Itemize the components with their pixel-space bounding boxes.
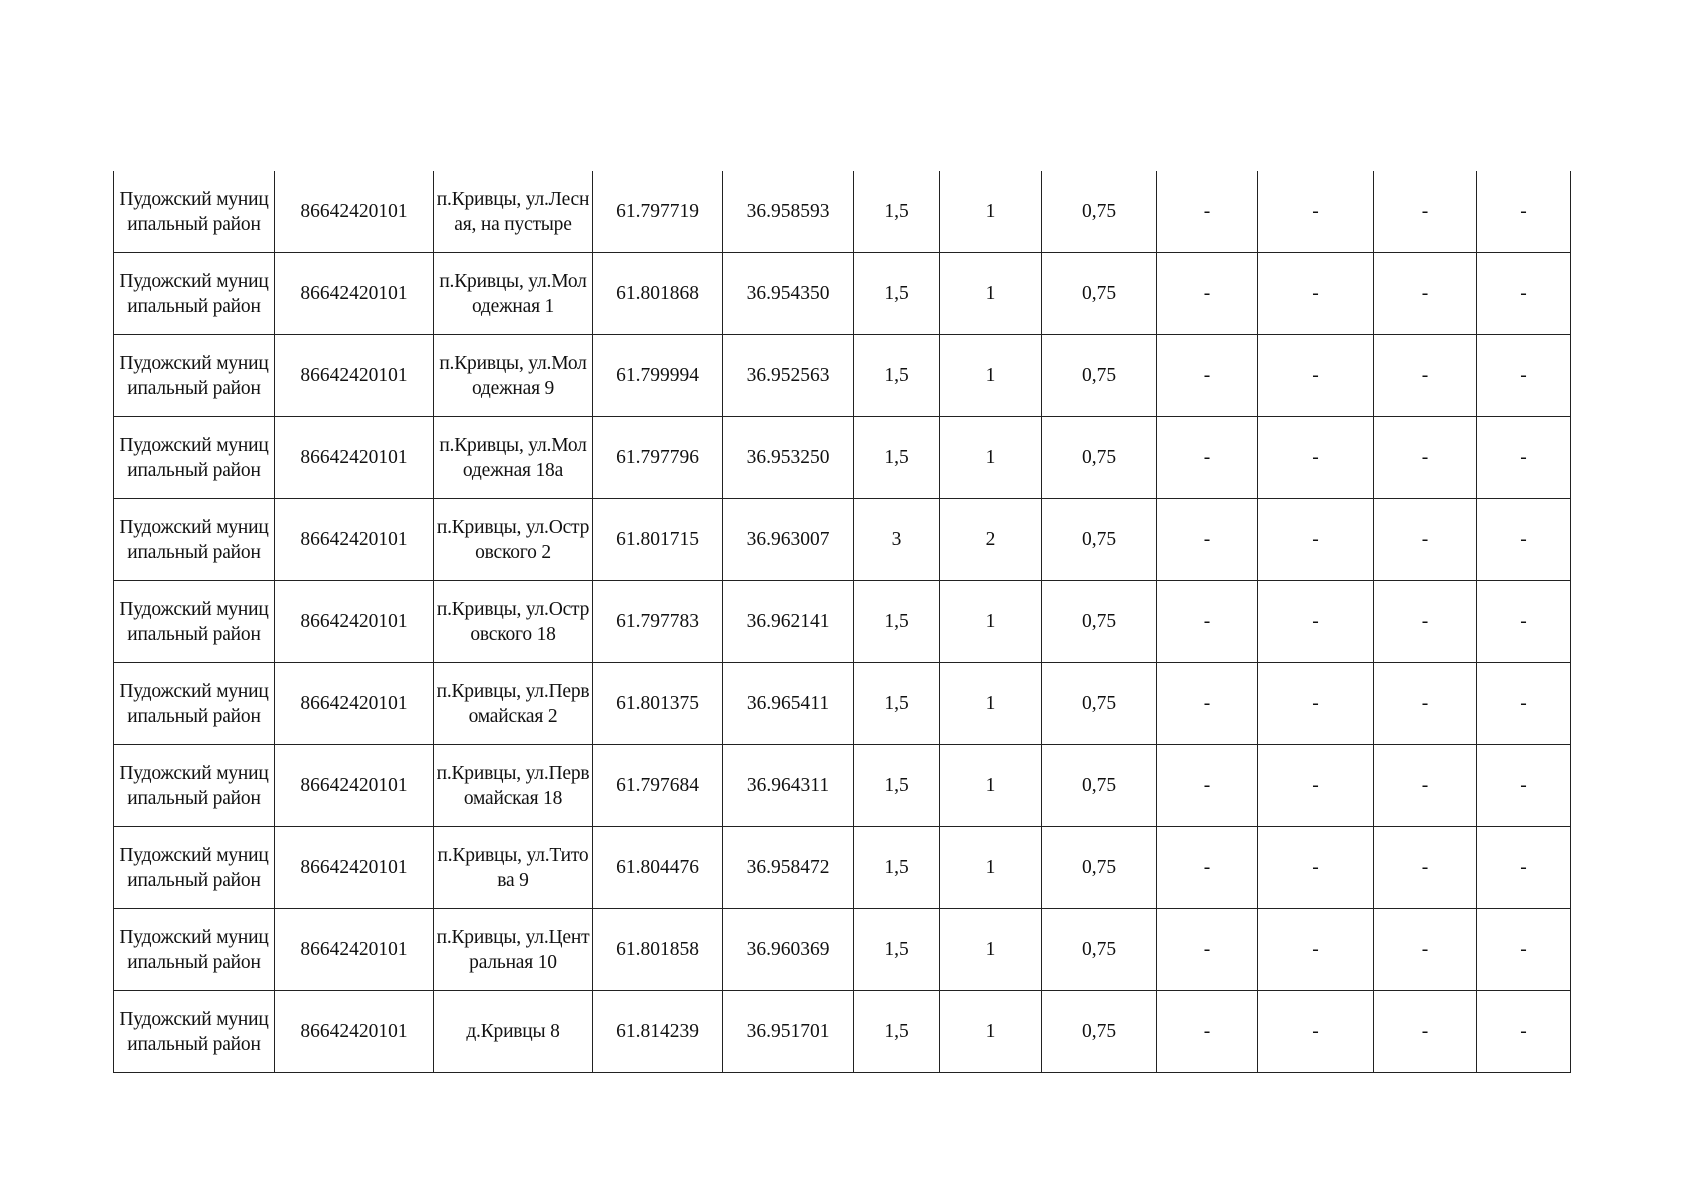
empty-value-cell: - [1477,253,1571,335]
area-cell: 1,5 [854,909,940,991]
longitude-cell: 36.958593 [723,171,854,253]
table-row [114,909,1571,991]
container-volume-cell: 0,75 [1042,335,1157,417]
container-count-cell: 1 [940,909,1042,991]
longitude-cell: 36.962141 [723,581,854,663]
oktmo-code-cell: 86642420101 [275,663,434,745]
address-cell: п.Кривцы, ул.Островского 2 [434,499,593,581]
district-cell: Пудожский муниципальный район [114,499,275,581]
oktmo-code-cell: 86642420101 [275,909,434,991]
empty-value-cell: - [1477,417,1571,499]
address-cell: п.Кривцы, ул.Молодежная 9 [434,335,593,417]
container-volume-cell: 0,75 [1042,253,1157,335]
container-volume-cell: 0,75 [1042,663,1157,745]
latitude-cell: 61.801858 [593,909,723,991]
table-row [114,581,1571,663]
district-cell: Пудожский муниципальный район [114,581,275,663]
latitude-cell: 61.801375 [593,663,723,745]
container-volume-cell: 0,75 [1042,171,1157,253]
table-body [114,171,1571,1073]
area-cell: 1,5 [854,581,940,663]
empty-value-cell: - [1258,253,1374,335]
district-cell: Пудожский муниципальный район [114,417,275,499]
container-volume-cell: 0,75 [1042,417,1157,499]
longitude-cell: 36.951701 [723,991,854,1073]
address-cell: п.Кривцы, ул.Островского 18 [434,581,593,663]
table-row [114,499,1571,581]
empty-value-cell: - [1258,171,1374,253]
longitude-cell: 36.963007 [723,499,854,581]
empty-value-cell: - [1477,581,1571,663]
container-count-cell: 1 [940,991,1042,1073]
empty-value-cell: - [1477,663,1571,745]
container-count-cell: 1 [940,171,1042,253]
empty-value-cell: - [1477,991,1571,1073]
address-cell: п.Кривцы, ул.Молодежная 18а [434,417,593,499]
empty-value-cell: - [1157,417,1258,499]
area-cell: 1,5 [854,171,940,253]
container-count-cell: 1 [940,417,1042,499]
empty-value-cell: - [1374,417,1477,499]
empty-value-cell: - [1157,253,1258,335]
empty-value-cell: - [1258,745,1374,827]
container-volume-cell: 0,75 [1042,991,1157,1073]
longitude-cell: 36.965411 [723,663,854,745]
empty-value-cell: - [1477,827,1571,909]
latitude-cell: 61.797783 [593,581,723,663]
oktmo-code-cell: 86642420101 [275,417,434,499]
longitude-cell: 36.953250 [723,417,854,499]
oktmo-code-cell: 86642420101 [275,335,434,417]
oktmo-code-cell: 86642420101 [275,827,434,909]
empty-value-cell: - [1374,171,1477,253]
latitude-cell: 61.801715 [593,499,723,581]
empty-value-cell: - [1157,745,1258,827]
empty-value-cell: - [1374,253,1477,335]
longitude-cell: 36.954350 [723,253,854,335]
empty-value-cell: - [1258,827,1374,909]
district-cell: Пудожский муниципальный район [114,253,275,335]
oktmo-code-cell: 86642420101 [275,745,434,827]
container-volume-cell: 0,75 [1042,499,1157,581]
container-sites-table [113,171,1571,1073]
latitude-cell: 61.804476 [593,827,723,909]
address-cell: п.Кривцы, ул.Первомайская 18 [434,745,593,827]
oktmo-code-cell: 86642420101 [275,253,434,335]
empty-value-cell: - [1157,827,1258,909]
container-count-cell: 1 [940,827,1042,909]
area-cell: 1,5 [854,253,940,335]
container-count-cell: 1 [940,581,1042,663]
latitude-cell: 61.814239 [593,991,723,1073]
empty-value-cell: - [1258,909,1374,991]
oktmo-code-cell: 86642420101 [275,499,434,581]
empty-value-cell: - [1157,991,1258,1073]
table-row [114,417,1571,499]
latitude-cell: 61.797796 [593,417,723,499]
district-cell: Пудожский муниципальный район [114,745,275,827]
empty-value-cell: - [1157,499,1258,581]
empty-value-cell: - [1157,335,1258,417]
table-row [114,663,1571,745]
oktmo-code-cell: 86642420101 [275,581,434,663]
address-cell: п.Кривцы, ул.Первомайская 2 [434,663,593,745]
container-count-cell: 1 [940,335,1042,417]
oktmo-code-cell: 86642420101 [275,171,434,253]
table-row [114,827,1571,909]
latitude-cell: 61.799994 [593,335,723,417]
table-row [114,991,1571,1073]
empty-value-cell: - [1374,827,1477,909]
district-cell: Пудожский муниципальный район [114,171,275,253]
district-cell: Пудожский муниципальный район [114,909,275,991]
address-cell: п.Кривцы, ул.Молодежная 1 [434,253,593,335]
empty-value-cell: - [1157,171,1258,253]
table-row [114,171,1571,253]
empty-value-cell: - [1477,171,1571,253]
container-count-cell: 1 [940,253,1042,335]
container-count-cell: 1 [940,663,1042,745]
table-row [114,335,1571,417]
longitude-cell: 36.960369 [723,909,854,991]
table-row [114,745,1571,827]
empty-value-cell: - [1374,499,1477,581]
empty-value-cell: - [1477,909,1571,991]
longitude-cell: 36.958472 [723,827,854,909]
address-cell: п.Кривцы, ул.Титова 9 [434,827,593,909]
latitude-cell: 61.801868 [593,253,723,335]
district-cell: Пудожский муниципальный район [114,827,275,909]
container-volume-cell: 0,75 [1042,909,1157,991]
empty-value-cell: - [1157,909,1258,991]
address-cell: п.Кривцы, ул.Лесная, на пустыре [434,171,593,253]
empty-value-cell: - [1374,991,1477,1073]
empty-value-cell: - [1258,581,1374,663]
latitude-cell: 61.797719 [593,171,723,253]
district-cell: Пудожский муниципальный район [114,663,275,745]
container-volume-cell: 0,75 [1042,745,1157,827]
district-cell: Пудожский муниципальный район [114,335,275,417]
empty-value-cell: - [1258,417,1374,499]
empty-value-cell: - [1157,663,1258,745]
empty-value-cell: - [1258,335,1374,417]
empty-value-cell: - [1258,499,1374,581]
area-cell: 1,5 [854,335,940,417]
area-cell: 1,5 [854,663,940,745]
empty-value-cell: - [1477,499,1571,581]
table-row [114,253,1571,335]
empty-value-cell: - [1374,909,1477,991]
empty-value-cell: - [1374,335,1477,417]
container-volume-cell: 0,75 [1042,581,1157,663]
address-cell: д.Кривцы 8 [434,991,593,1073]
area-cell: 1,5 [854,417,940,499]
empty-value-cell: - [1477,745,1571,827]
empty-value-cell: - [1374,663,1477,745]
area-cell: 1,5 [854,745,940,827]
container-count-cell: 1 [940,745,1042,827]
address-cell: п.Кривцы, ул.Центральная 10 [434,909,593,991]
longitude-cell: 36.964311 [723,745,854,827]
empty-value-cell: - [1374,745,1477,827]
container-volume-cell: 0,75 [1042,827,1157,909]
container-count-cell: 2 [940,499,1042,581]
area-cell: 1,5 [854,827,940,909]
longitude-cell: 36.952563 [723,335,854,417]
empty-value-cell: - [1477,335,1571,417]
empty-value-cell: - [1157,581,1258,663]
area-cell: 3 [854,499,940,581]
empty-value-cell: - [1258,663,1374,745]
empty-value-cell: - [1374,581,1477,663]
area-cell: 1,5 [854,991,940,1073]
oktmo-code-cell: 86642420101 [275,991,434,1073]
empty-value-cell: - [1258,991,1374,1073]
latitude-cell: 61.797684 [593,745,723,827]
district-cell: Пудожский муниципальный район [114,991,275,1073]
